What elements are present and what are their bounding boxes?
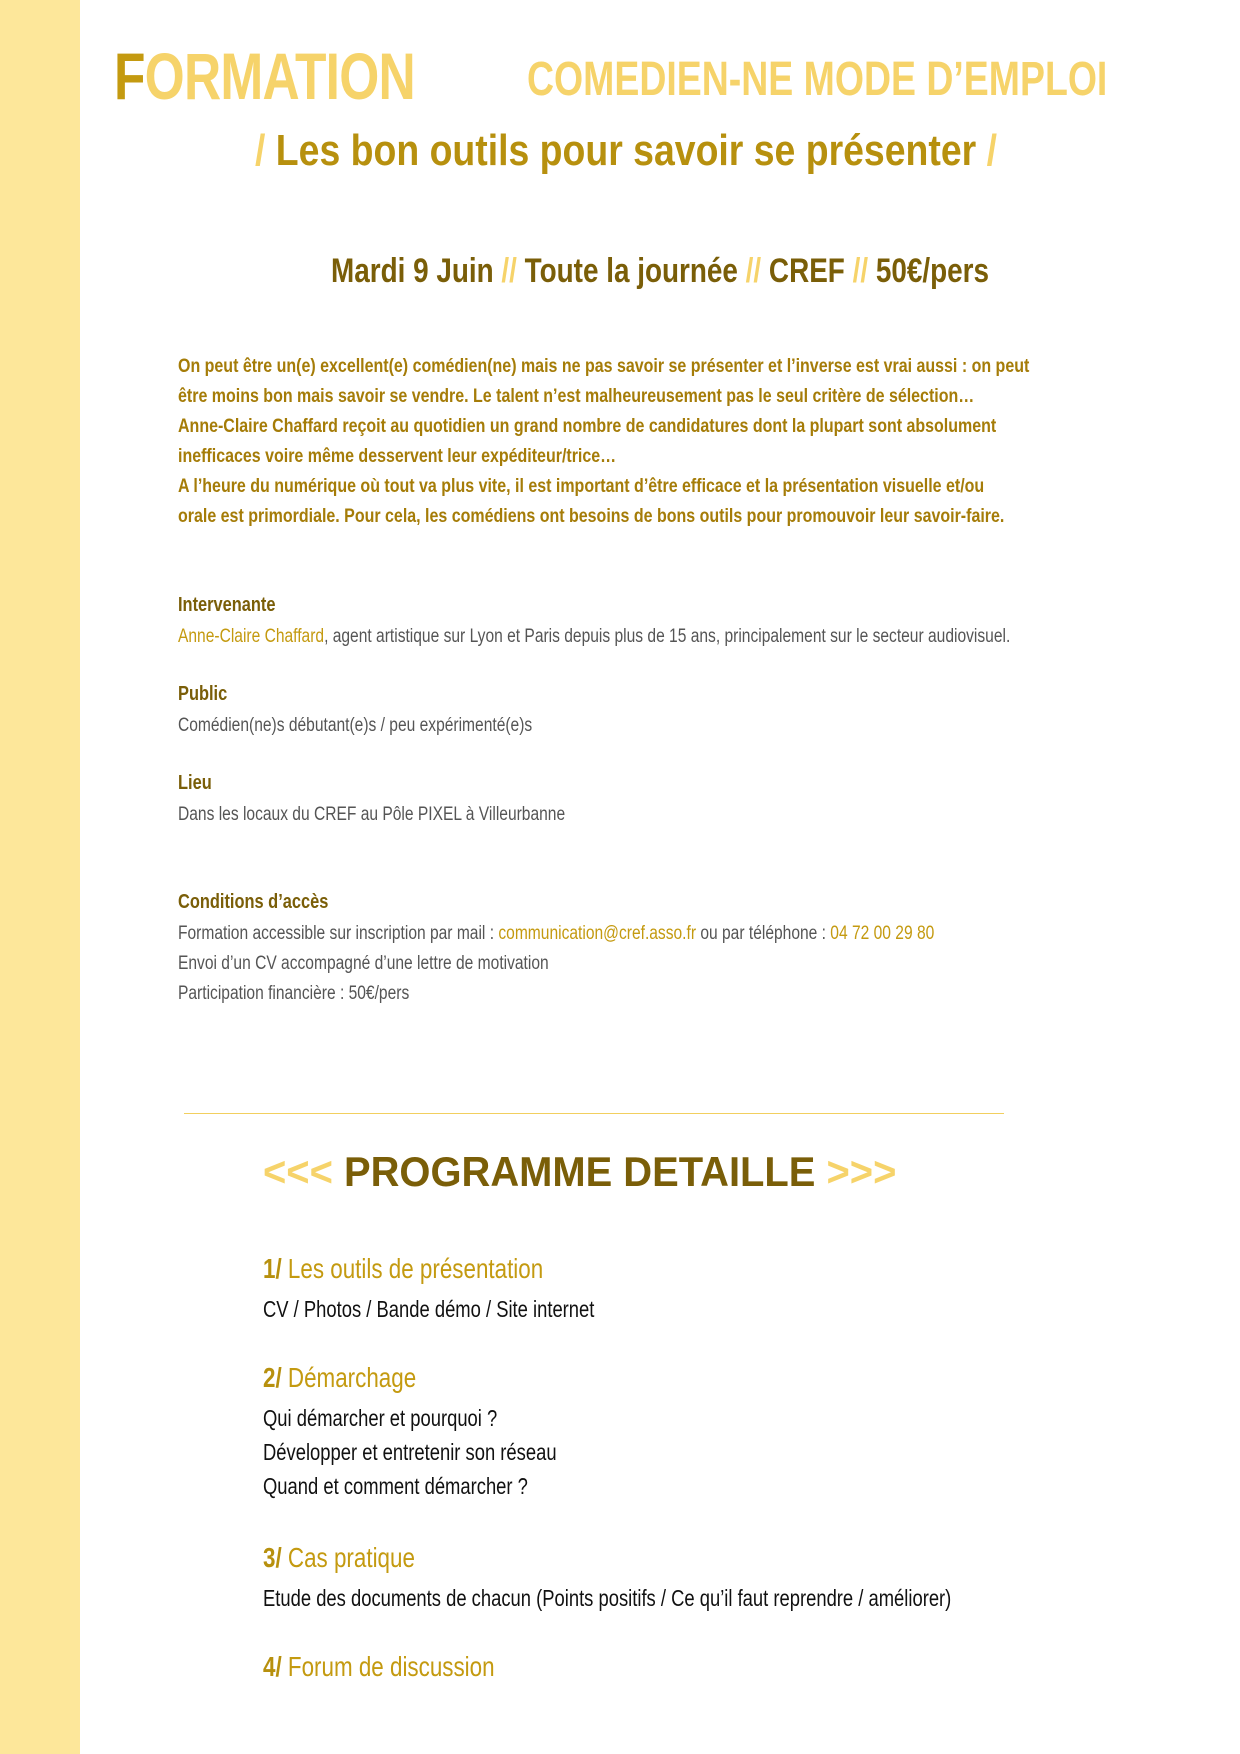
intro-line: orale est primordiale. Pour cela, les comédiens ont besoins de bons outils pour promouvoir leur savoir-faire. <box>178 505 1005 527</box>
programme-item-title <box>263 1542 415 1574</box>
event-separator: // <box>501 252 517 290</box>
programme-arrow-left: <<< <box>263 1148 333 1195</box>
conditions-text <box>178 919 934 1009</box>
programme-arrow-right: >>> <box>826 1148 897 1195</box>
programme-item-label: Forum de discussion <box>287 1651 495 1682</box>
conditions-label: Conditions d’accès <box>178 891 329 913</box>
formation-initial: F <box>114 39 145 113</box>
intervenante-label: Intervenante <box>178 594 276 616</box>
subtitle-open-slash: / <box>255 126 266 175</box>
intervenante-description: , agent artistique sur Lyon et Paris depuis plus de 15 ans, principalement sur le secteur audiovisuel. <box>324 626 1011 647</box>
intro-line: inefficaces voire même desservent leur expéditeur/trice… <box>178 445 617 467</box>
programme-item-body <box>263 1292 594 1326</box>
event-place: CREF <box>768 252 845 290</box>
intro-line: On peut être un(e) excellent(e) comédien(ne) mais ne pas savoir se présenter et l’inverse est vrai aussi : on peut <box>178 355 1030 377</box>
section-divider <box>184 1113 1004 1114</box>
intro-line: Anne-Claire Chaffard reçoit au quotidien un grand nombre de candidatures dont la plupart sont absolument <box>178 415 997 437</box>
public-text <box>178 711 532 741</box>
programme-item-label: Cas pratique <box>287 1542 415 1573</box>
event-info-line <box>119 252 1201 291</box>
intervenante-name: Anne-Claire Chaffard <box>178 626 325 647</box>
programme-item-line: Quand et comment démarcher ? <box>263 1473 528 1499</box>
programme-item-body <box>263 1401 557 1503</box>
contact-phone: 04 72 00 29 80 <box>830 923 935 944</box>
programme-item-number: 4/ <box>263 1651 282 1682</box>
left-decorative-band <box>0 0 80 1754</box>
programme-item-number: 2/ <box>263 1362 282 1393</box>
programme-item-title <box>263 1651 495 1683</box>
event-date: Mardi 9 Juin <box>330 252 494 290</box>
course-title: COMEDIEN-NE MODE D’EMPLOI <box>527 53 1108 106</box>
event-separator: // <box>745 252 762 290</box>
event-price: 50€/pers <box>875 252 989 290</box>
programme-item-line: CV / Photos / Bande démo / Site internet <box>263 1296 595 1322</box>
intro-line: A l’heure du numérique où tout va plus vite, il est important d’être efficace et la présentation visuelle et/ou <box>178 475 985 497</box>
programme-title: PROGRAMME DETAILLE <box>344 1148 816 1195</box>
conditions-prefix: Formation accessible sur inscription par mail : <box>178 923 499 944</box>
intro-line: être moins bon mais savoir se vendre. Le talent n’est malheureusement pas le seul critère de sélection… <box>178 385 975 407</box>
lieu-label: Lieu <box>178 772 212 794</box>
programme-item-number: 1/ <box>263 1253 282 1284</box>
subtitle-text: Les bon outils pour savoir se présenter <box>275 126 977 175</box>
programme-item-line: Qui démarcher et pourquoi ? <box>263 1405 498 1431</box>
lieu-text <box>178 800 565 830</box>
formation-title <box>114 38 415 114</box>
intro-paragraph <box>178 351 1146 531</box>
programme-item-title <box>263 1253 543 1285</box>
public-description: Comédien(ne)s débutant(e)s / peu expérimenté(e)s <box>178 715 533 736</box>
programme-item-title <box>263 1362 416 1394</box>
conditions-line: Envoi d’un CV accompagné d’une lettre de motivation <box>178 953 549 974</box>
programme-item-body <box>263 1581 951 1615</box>
programme-item-label: Démarchage <box>287 1362 417 1393</box>
programme-item-line: Développer et entretenir son réseau <box>263 1439 557 1465</box>
programme-item-label: Les outils de présentation <box>287 1253 544 1284</box>
event-duration: Toute la journée <box>524 252 738 290</box>
public-label: Public <box>178 683 228 705</box>
formation-rest: ORMATION <box>144 39 415 113</box>
programme-heading <box>263 1148 896 1196</box>
conditions-mid: ou par téléphone : <box>696 923 831 944</box>
contact-email-link[interactable]: communication@cref.asso.fr <box>498 923 697 944</box>
event-separator: // <box>852 252 869 290</box>
lieu-description: Dans les locaux du CREF au Pôle PIXEL à Villeurbanne <box>178 804 566 825</box>
conditions-line: Participation financière : 50€/pers <box>178 983 410 1004</box>
programme-item-line: Etude des documents de chacun (Points positifs / Ce qu’il faut reprendre / améliorer) <box>263 1585 952 1611</box>
intervenante-text <box>178 622 1010 652</box>
subtitle-close-slash: / <box>986 126 997 175</box>
course-subtitle <box>99 126 1153 176</box>
programme-item-number: 3/ <box>263 1542 282 1573</box>
conditions-line <box>178 919 934 949</box>
